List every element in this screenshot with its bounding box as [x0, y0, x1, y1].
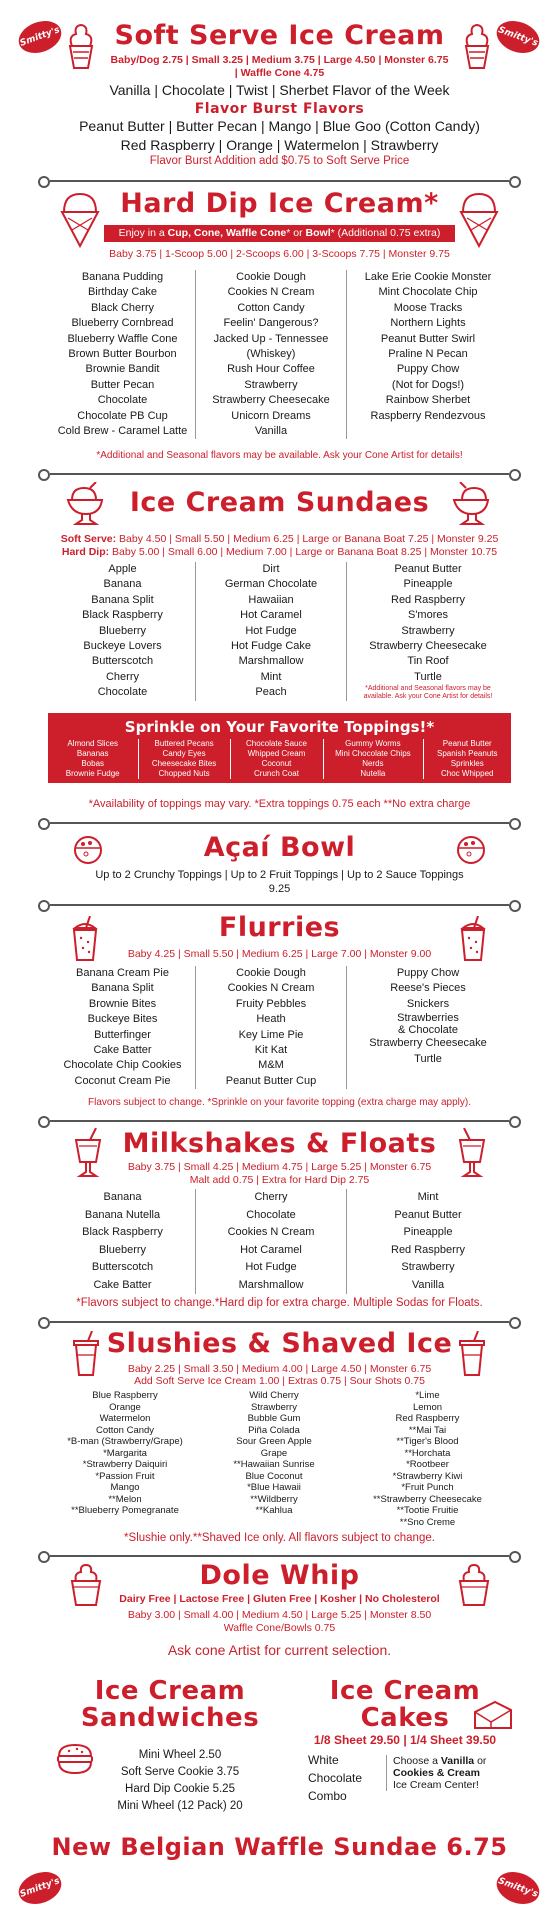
list-item: Strawberry [401, 1261, 455, 1273]
toppings-title: Sprinkle on Your Favorite Toppings!* [124, 718, 435, 736]
list-item: Northern Lights [390, 317, 466, 330]
list-item: Tin Roof [407, 655, 449, 668]
hard-dip-sizes: Baby 3.75 | 1-Scoop 5.00 | 2-Scoops 6.00 | 3-Scoops 7.75 | Monster 9.75 [109, 248, 450, 260]
section-divider [50, 904, 509, 906]
milkshakes-title: Milkshakes & Floats [122, 1128, 437, 1159]
list-item: Butter Pecan [90, 378, 155, 391]
milkshakes-col-3 [347, 1189, 509, 1294]
list-item: Brown Butter Bourbon [68, 348, 177, 361]
list-item: Marshmallow [238, 655, 304, 668]
hard-dip-flavor-list [50, 270, 509, 439]
hard-dip-banner: Enjoy in a Cup, Cone, Waffle Cone* or Bowl* (Additional 0.75 extra) [104, 225, 455, 242]
sandwiches-title-line1: Ice Cream [94, 1676, 246, 1706]
list-item: German Chocolate [224, 578, 318, 591]
list-item: Mint Chocolate Chip [378, 286, 478, 299]
list-item: Nerds [362, 759, 384, 768]
list-item: Nutella [360, 769, 386, 778]
milkshakes-flavor-list [50, 1189, 509, 1294]
list-item: **Tiger's Blood [396, 1436, 459, 1447]
toppings-col-1 [49, 739, 137, 779]
list-item: **Strawberry Cheesecake [373, 1493, 482, 1505]
list-item: *Strawberry Kiwi [392, 1470, 463, 1482]
list-item: Buckeye Lovers [83, 640, 162, 653]
list-item: Cake Batter [93, 1278, 152, 1291]
list-item: Choc Whipped [441, 769, 494, 778]
list-item: Chocolate Sauce [246, 739, 307, 748]
list-item: **Wildberry [250, 1493, 298, 1505]
slushies-sizes: Baby 2.25 | Small 3.50 | Medium 4.00 | Large 4.50 | Monster 6.75 [127, 1363, 432, 1375]
list-item: Lake Erie Cookie Monster [364, 271, 492, 283]
list-item: Spanish Peanuts [437, 749, 498, 758]
slushies-flavor-list [50, 1390, 509, 1528]
list-item: Key Lime Pie [238, 1028, 304, 1041]
list-item: Black Raspberry [82, 1226, 163, 1238]
list-item: Vanilla [411, 1278, 445, 1291]
list-item: Hot Fudge Cake [230, 640, 312, 653]
list-item: Buckeye Bites [87, 1013, 158, 1026]
list-item: **Hawaiian Sunrise [233, 1459, 315, 1470]
list-item: Cookies N Cream [227, 1226, 315, 1238]
list-item: *Blue Hawaii [247, 1482, 301, 1493]
list-item: Cookie Dough [236, 271, 306, 283]
slushies-col-3 [348, 1390, 507, 1528]
list-item: Banana Pudding [81, 271, 164, 283]
flurries-col-2 [195, 966, 347, 1089]
flurries-flavor-list [50, 966, 509, 1089]
smittys-logo-bottom-left: Smitty's [14, 1866, 66, 1909]
list-item: **Tootie Fruitie [396, 1505, 459, 1516]
list-item: Blueberry [98, 624, 147, 637]
list-item: Chocolate PB Cup [77, 409, 168, 422]
acai-title: Açaí Bowl [203, 832, 356, 863]
list-item: Mint [260, 670, 282, 683]
list-item: Black Raspberry [82, 609, 163, 622]
list-item: Chopped Nuts [158, 769, 210, 778]
list-item: *Lime [415, 1390, 440, 1401]
list-item: Chocolate [308, 1771, 363, 1785]
list-item: Cotton Candy [95, 1424, 155, 1436]
sundae-col-3 [347, 562, 509, 701]
flavor-burst-title: Flavor Burst Flavors [194, 101, 365, 117]
list-item: Wild Cherry [249, 1390, 299, 1401]
section-divider [50, 822, 509, 824]
list-item: Strawberry [251, 1401, 297, 1413]
list-item: Banana Nutella [84, 1208, 161, 1221]
list-item: Raspberry Rendezvous [370, 409, 486, 422]
cakes-title-line2: Cakes [360, 1703, 450, 1733]
flavor-burst-line1: Peanut Butter | Butter Pecan | Mango | Blue Goo (Cotton Candy) [79, 118, 480, 134]
list-item: Hot Fudge [245, 624, 297, 637]
list-item: Kit Kat [254, 1044, 288, 1057]
list-item: Bubble Gum [247, 1413, 301, 1424]
list-item: Blue Raspberry [92, 1390, 158, 1401]
soft-serve-sizes: Baby/Dog 2.75 | Small 3.25 | Medium 3.75 | Large 4.50 | Monster 6.75 [110, 54, 449, 66]
list-item: Banana Split [91, 982, 154, 995]
list-item: Chocolate [97, 394, 148, 407]
smittys-logo-top-left: Smitty's [14, 15, 66, 58]
list-item: Chocolate [246, 1208, 296, 1221]
list-item: Whipped Cream [247, 749, 306, 758]
list-item: Hot Caramel [240, 609, 302, 622]
list-item: Reese's Pieces [390, 982, 466, 995]
list-item: Cherry [105, 670, 139, 683]
section-divider [50, 1321, 509, 1323]
list-item: Mini Wheel (12 Pack) 20 [117, 1800, 243, 1812]
list-item: Crunch Coat [254, 769, 299, 778]
dole-whip-ask: Ask cone Artist for current selection. [167, 1642, 392, 1658]
list-item: Candy Eyes [162, 749, 206, 758]
list-item: Peanut Butter Swirl [380, 332, 476, 345]
list-item: Puppy Chow [396, 967, 460, 979]
list-item: Heath [256, 1013, 286, 1026]
list-item: Mini Wheel 2.50 [138, 1749, 222, 1761]
list-item: Jacked Up - Tennessee [213, 332, 329, 345]
toppings-col-2 [138, 739, 229, 779]
list-item: & Chocolate [398, 1024, 458, 1037]
list-item: *Strawberry Daiquiri [82, 1459, 168, 1470]
list-item: Praline N Pecan [388, 348, 468, 361]
slushies-col-1 [50, 1390, 200, 1528]
list-item: Feelin' Dangerous? [223, 317, 319, 330]
section-divider [50, 180, 509, 182]
sundaes-soft-sizes: Soft Serve: Baby 4.50 | Small 5.50 | Medium 6.25 | Large or Banana Boat 7.25 | Monster 9.25 [60, 533, 499, 545]
soft-serve-flavors: Vanilla | Chocolate | Twist | Sherbet Flavor of the Week [109, 82, 450, 98]
list-item: **Sno Creme [399, 1516, 456, 1528]
list-item: Apple [108, 563, 137, 575]
toppings-col-5 [423, 739, 510, 779]
list-item: Brownie Bites [88, 997, 157, 1010]
list-item: Banana Split [91, 593, 154, 606]
list-item: Red Raspberry [395, 1413, 460, 1424]
list-item: Lemon [412, 1401, 443, 1413]
list-item: **Mai Tai [408, 1424, 447, 1436]
hard-dip-note: *Additional and Seasonal flavors may be available. Ask your Cone Artist for details! [96, 450, 463, 461]
list-item: Strawberries [397, 1012, 459, 1025]
smittys-logo-bottom-right: Smitty's [492, 1866, 544, 1909]
flurries-sizes: Baby 4.25 | Small 5.50 | Medium 6.25 | Large 7.00 | Monster 9.00 [127, 948, 432, 960]
soft-serve-sizes-waffle: | Waffle Cone 4.75 [234, 67, 325, 79]
list-item: Cherry [254, 1191, 288, 1203]
list-item: Dirt [262, 563, 280, 575]
section-divider [50, 1555, 509, 1557]
flurries-title: Flurries [218, 912, 341, 943]
list-item: Fruity Pebbles [235, 997, 307, 1010]
flurries-col-3 [347, 966, 509, 1089]
list-item: Combo [308, 1789, 347, 1803]
list-item: *Passion Fruit [95, 1470, 155, 1482]
toppings-col-3 [230, 739, 321, 779]
list-item: Cheesecake Bites [151, 759, 217, 768]
list-item: Mini Chocolate Chips [335, 749, 411, 758]
list-item: Orange [109, 1401, 141, 1413]
list-item: Mint [417, 1191, 439, 1203]
list-item: Rush Hour Coffee [227, 363, 315, 376]
list-item: **Horchata [404, 1447, 451, 1459]
list-item: Cold Brew - Caramel Latte [57, 425, 188, 438]
list-item: Red Raspberry [391, 593, 465, 606]
list-item: Strawberry [244, 378, 298, 391]
list-item: S'mores [408, 609, 448, 622]
list-item: Cake Batter [93, 1044, 152, 1057]
list-item: Sour Green Apple [236, 1436, 312, 1447]
list-item: Chocolate [97, 686, 148, 699]
list-item: Bananas [76, 749, 109, 758]
cake-slice-icon [473, 1700, 513, 1730]
sundae-col-2 [195, 562, 347, 701]
list-item: Coconut [261, 759, 292, 768]
list-item: Cookie Dough [236, 967, 306, 979]
slushies-addons: Add Soft Serve Ice Cream 1.00 | Extras 0.75 | Sour Shots 0.75 [134, 1375, 425, 1387]
cakes-choose-note: Choose a Vanilla or Cookies & Cream Ice Cream Center! [386, 1755, 523, 1791]
list-item: Butterfinger [94, 1028, 151, 1041]
list-item: Banana [103, 578, 142, 591]
milkshakes-col-1 [50, 1189, 195, 1294]
list-item: *Rootbeer [406, 1459, 449, 1470]
list-item: Soft Serve Cookie 3.75 [120, 1766, 240, 1778]
slushies-title: Slushies & Shaved Ice [106, 1328, 453, 1359]
list-item: Snickers [406, 997, 450, 1010]
list-item: Almond Slices [67, 739, 119, 748]
list-item: Pineapple [403, 1226, 453, 1238]
list-item: Cookies N Cream [227, 982, 315, 995]
dole-whip-title: Dole Whip [199, 1560, 360, 1591]
list-item: Banana [103, 1191, 142, 1203]
list-item: Blueberry Waffle Cone [67, 332, 178, 345]
dole-whip-features: Dairy Free | Lactose Free | Gluten Free | Kosher | No Cholesterol [119, 1593, 440, 1605]
acai-price: 9.25 [268, 883, 291, 895]
sandwich-icon [56, 1742, 94, 1776]
list-item: Grape [260, 1447, 288, 1459]
hard-dip-col-1 [50, 270, 195, 439]
waffle-sundae-title: New Belgian Waffle Sundae 6.75 [51, 1833, 508, 1861]
list-item: Unicorn Dreams [231, 409, 311, 422]
list-item: Marshmallow [238, 1278, 304, 1291]
list-item: Black Cherry [91, 301, 154, 314]
list-item: Hard Dip Cookie 5.25 [125, 1783, 235, 1795]
list-item: Birthday Cake [87, 286, 158, 299]
list-item: Watermelon [99, 1413, 151, 1424]
list-item: Buttered Pecans [154, 739, 214, 748]
list-item: Hot Caramel [240, 1243, 302, 1256]
list-item: Puppy Chow [396, 363, 460, 376]
milkshakes-col-2 [195, 1189, 347, 1294]
hard-dip-col-3 [347, 270, 509, 439]
list-item: Cotton Candy [237, 301, 305, 314]
milkshakes-sizes: Baby 3.75 | Small 4.25 | Medium 4.75 | Large 5.25 | Monster 6.75 [127, 1161, 432, 1173]
list-item: **Melon [108, 1493, 142, 1505]
sundaes-hard-sizes: Hard Dip: Baby 5.00 | Small 6.00 | Medium 7.00 | Large or Banana Boat 8.25 | Monster 10.75 [61, 546, 498, 558]
section-divider [50, 1120, 509, 1122]
sundae-note: *Additional and Seasonal flavors may be available. Ask your Cone Artist for details! [363, 685, 493, 701]
list-item: Chocolate Chip Cookies [63, 1059, 182, 1072]
list-item: Strawberry Cheesecake [369, 640, 487, 653]
list-item: Coconut Cream Pie [74, 1074, 171, 1087]
list-item: **Kahlua [255, 1505, 293, 1516]
toppings-list [48, 739, 511, 779]
list-item: Moose Tracks [393, 301, 463, 314]
list-item: Peanut Butter [394, 563, 462, 575]
list-item: (Whiskey) [246, 348, 296, 361]
list-item: Cookies N Cream [227, 286, 315, 299]
list-item: Vanilla [254, 425, 288, 438]
list-item: **Blueberry Pomegranate [71, 1505, 179, 1516]
list-item: Strawberry Cheesecake [369, 1037, 487, 1050]
cakes-flavors [308, 1751, 383, 1805]
list-item: Peanut Butter [394, 1208, 462, 1221]
list-item: Banana Cream Pie [76, 967, 169, 979]
list-item: Mango [110, 1482, 140, 1493]
sundae-col-1 [50, 562, 195, 701]
cakes-prices: 1/8 Sheet 29.50 | 1/4 Sheet 39.50 [313, 1733, 497, 1747]
list-item: Rainbow Sherbet [385, 394, 471, 407]
list-item: Blue Coconut [245, 1470, 303, 1482]
list-item: Brownie Bandit [85, 363, 160, 376]
list-item: Pineapple [403, 578, 453, 591]
sandwiches-list [90, 1747, 270, 1815]
sundaes-title: Ice Cream Sundaes [129, 487, 430, 518]
smittys-logo-top-right: Smitty's [492, 15, 544, 58]
list-item: Blueberry Cornbread [71, 317, 174, 330]
list-item: Turtle [414, 670, 442, 683]
acai-toppings: Up to 2 Crunchy Toppings | Up to 2 Fruit Toppings | Up to 2 Sauce Toppings [95, 869, 464, 881]
list-item: Gummy Worms [345, 739, 401, 748]
flurries-col-1 [50, 966, 195, 1089]
slushies-col-2 [200, 1390, 348, 1528]
list-item: Peach [255, 686, 287, 699]
sandwiches-title-line2: Sandwiches [80, 1703, 260, 1733]
list-item: Butterscotch [91, 1261, 154, 1273]
list-item: Sprinkles [450, 759, 484, 768]
toppings-banner [48, 713, 511, 783]
list-item: *Fruit Punch [401, 1482, 454, 1493]
flurries-note: Flavors subject to change. *Sprinkle on your favorite topping (extra charge may apply). [88, 1097, 471, 1108]
section-divider [50, 473, 509, 475]
list-item: Brownie Fudge [65, 769, 120, 778]
list-item: Bobas [81, 759, 105, 768]
hard-dip-col-2 [195, 270, 347, 439]
list-item: Strawberry Cheesecake [212, 394, 330, 407]
list-item: Peanut Butter Cup [225, 1074, 317, 1087]
toppings-col-4 [323, 739, 422, 779]
hard-dip-title: Hard Dip Ice Cream* [120, 188, 439, 219]
milkshakes-note: *Flavors subject to change.*Hard dip for extra charge. Multiple Sodas for Floats. [76, 1297, 483, 1309]
dole-whip-waffle: Waffle Cone/Bowls 0.75 [223, 1622, 336, 1634]
list-item: Peanut Butter [442, 739, 492, 748]
list-item: Blueberry [98, 1243, 147, 1256]
list-item: White [308, 1753, 339, 1767]
list-item: Butterscotch [91, 655, 154, 668]
dole-whip-sizes: Baby 3.00 | Small 4.00 | Medium 4.50 | Large 5.25 | Monster 8.50 [127, 1609, 432, 1621]
list-item: *B-man (Strawberry/Grape) [67, 1436, 183, 1447]
milkshakes-malt: Malt add 0.75 | Extra for Hard Dip 2.75 [189, 1174, 370, 1186]
list-item: M&M [258, 1059, 284, 1072]
slushies-note: *Slushie only.**Shaved Ice only. All flavors subject to change. [124, 1532, 435, 1544]
list-item: Strawberry [401, 624, 455, 637]
list-item: Hot Fudge [245, 1261, 297, 1273]
cakes-title-line1: Ice Cream [329, 1676, 481, 1706]
list-item: (Not for Dogs!) [391, 378, 465, 391]
toppings-note: *Availability of toppings may vary. *Extra toppings 0.75 each **No extra charge [88, 798, 471, 810]
list-item: Hawaiian [248, 593, 294, 606]
flavor-burst-line2: Red Raspberry | Orange | Watermelon | Strawberry [120, 137, 439, 153]
list-item: Piña Colada [248, 1424, 300, 1436]
list-item: Turtle [414, 1052, 442, 1065]
soft-serve-title: Soft Serve Ice Cream [114, 20, 445, 51]
flavor-burst-addition: Flavor Burst Addition add $0.75 to Soft Serve Price [149, 155, 410, 167]
list-item: *Margarita [103, 1447, 147, 1459]
sundae-flavor-list [50, 562, 509, 701]
list-item: Red Raspberry [391, 1243, 465, 1256]
